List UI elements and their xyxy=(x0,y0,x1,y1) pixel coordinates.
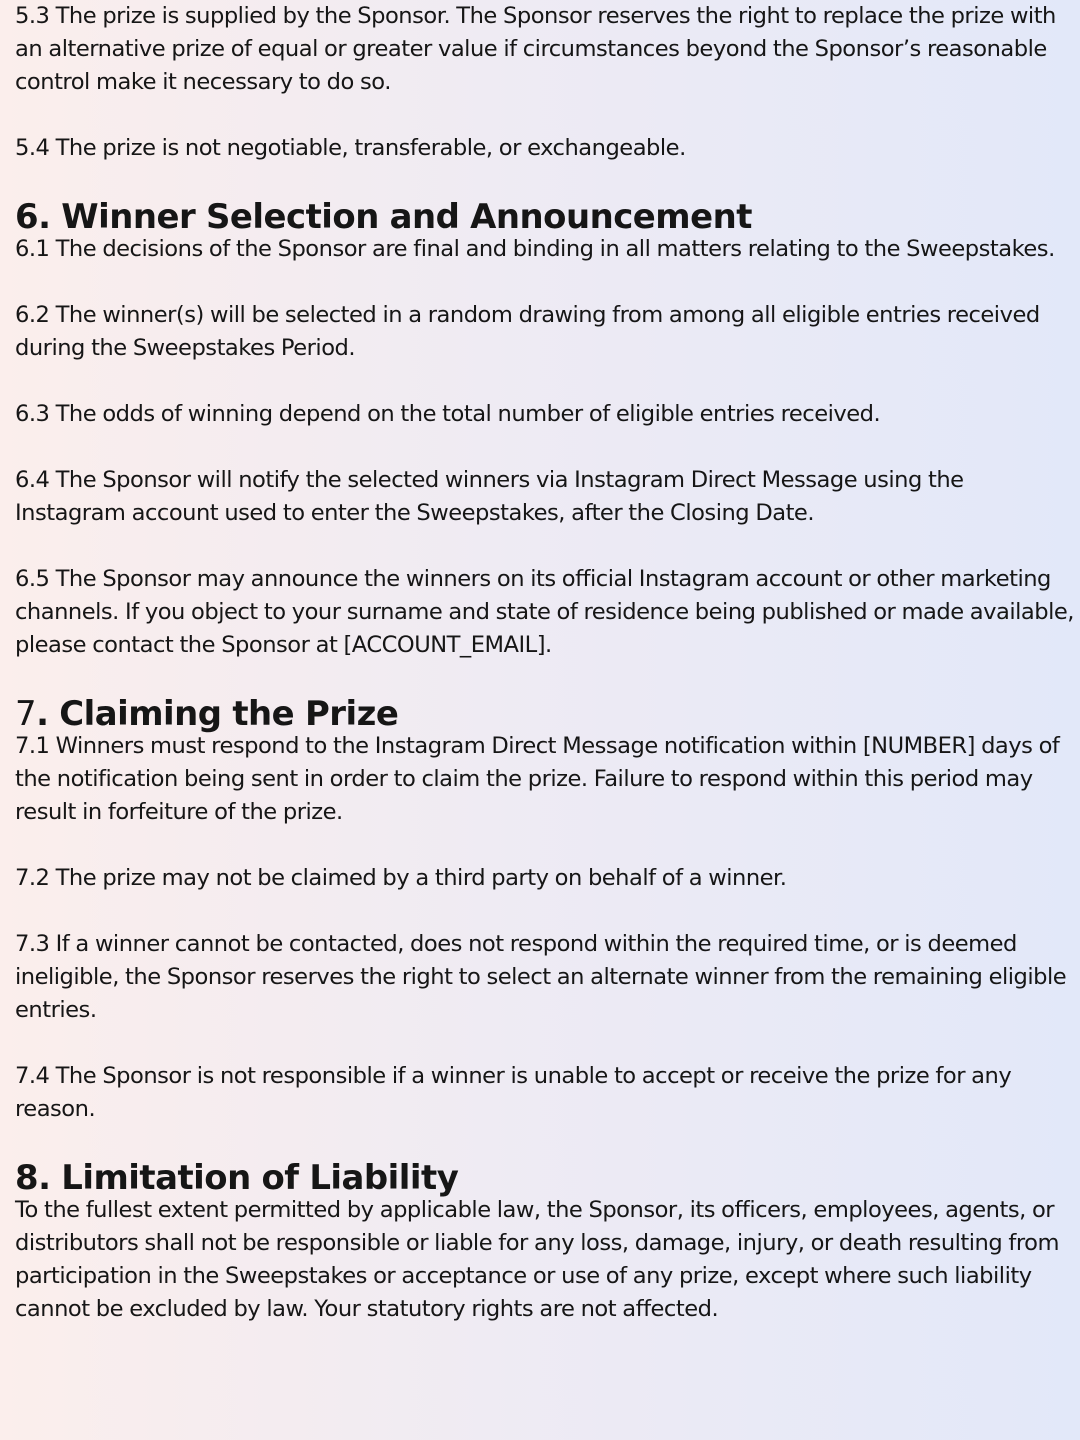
clause-7-4: 7.4 The Sponsor is not responsible if a winner is unable to accept or receive the prize for any reason. xyxy=(15,1063,1012,1122)
spacer xyxy=(15,895,1077,928)
clause-7-1: 7.1 Winners must respond to the Instagram Direct Message notification within [NUMBER] days of the notification being sent in order to claim the prize. Failure to respond within this period may result in forfeiture of the prize. xyxy=(15,733,1060,825)
spacer xyxy=(15,165,1077,198)
section-7-heading xyxy=(15,694,1077,733)
clause-6-2: 6.2 The winner(s) will be selected in a random drawing from among all eligible entries received during the Sweepstakes Period. xyxy=(15,302,1040,361)
clause-7-3: 7.3 If a winner cannot be contacted, does not respond within the required time, or is deemed ineligible, the Sponsor reserves the right to select an alternate winner from the remaining eligible entries. xyxy=(15,931,1067,1023)
clause-6-1: 6.1 The decisions of the Sponsor are final and binding in all matters relating to the Sweepstakes. xyxy=(15,236,1055,262)
clause-5-3: 5.3 The prize is supplied by the Sponsor. The Sponsor reserves the right to replace the prize with an alternative prize of equal or greater value if circumstances beyond the Sponsor’s reasonable control make it necessary to do so. xyxy=(15,3,1056,95)
spacer xyxy=(15,1027,1077,1060)
spacer xyxy=(15,829,1077,862)
clause-5-4: 5.4 The prize is not negotiable, transferable, or exchangeable. xyxy=(15,135,686,161)
spacer xyxy=(15,530,1077,563)
clause-6-3: 6.3 The odds of winning depend on the total number of eligible entries received. xyxy=(15,401,881,427)
spacer xyxy=(15,99,1077,132)
section-7-title: . Claiming the Prize xyxy=(36,694,399,733)
spacer xyxy=(15,662,1077,695)
spacer xyxy=(15,365,1077,398)
spacer xyxy=(15,431,1077,464)
clause-6-5: 6.5 The Sponsor may announce the winners on its official Instagram account or other marketing channels. If you object to your surname and state of residence being published or made available, please contact the Sponsor at [ACCOUNT_EMAIL]. xyxy=(15,566,1074,658)
section-6-heading: 6. Winner Selection and Announcement xyxy=(15,197,752,236)
clause-8: To the fullest extent permitted by applicable law, the Sponsor, its officers, employees, agents, or distributors shall not be responsible or liable for any loss, damage, injury, or death resulting from participation in the Sweepstakes or acceptance or use of any prize, except where such liability cannot be excluded by law. Your statutory rights are not affected. xyxy=(15,1197,1059,1322)
clause-7-2: 7.2 The prize may not be claimed by a third party on behalf of a winner. xyxy=(15,865,787,891)
spacer xyxy=(15,266,1077,299)
section-8-heading: 8. Limitation of Liability xyxy=(15,1158,459,1197)
clause-6-4: 6.4 The Sponsor will notify the selected winners via Instagram Direct Message using the Instagram account used to enter the Sweepstakes, after the Closing Date. xyxy=(15,467,964,526)
terms-document xyxy=(15,0,1077,1326)
spacer xyxy=(15,1126,1077,1159)
section-7-number: 7 xyxy=(15,694,37,733)
